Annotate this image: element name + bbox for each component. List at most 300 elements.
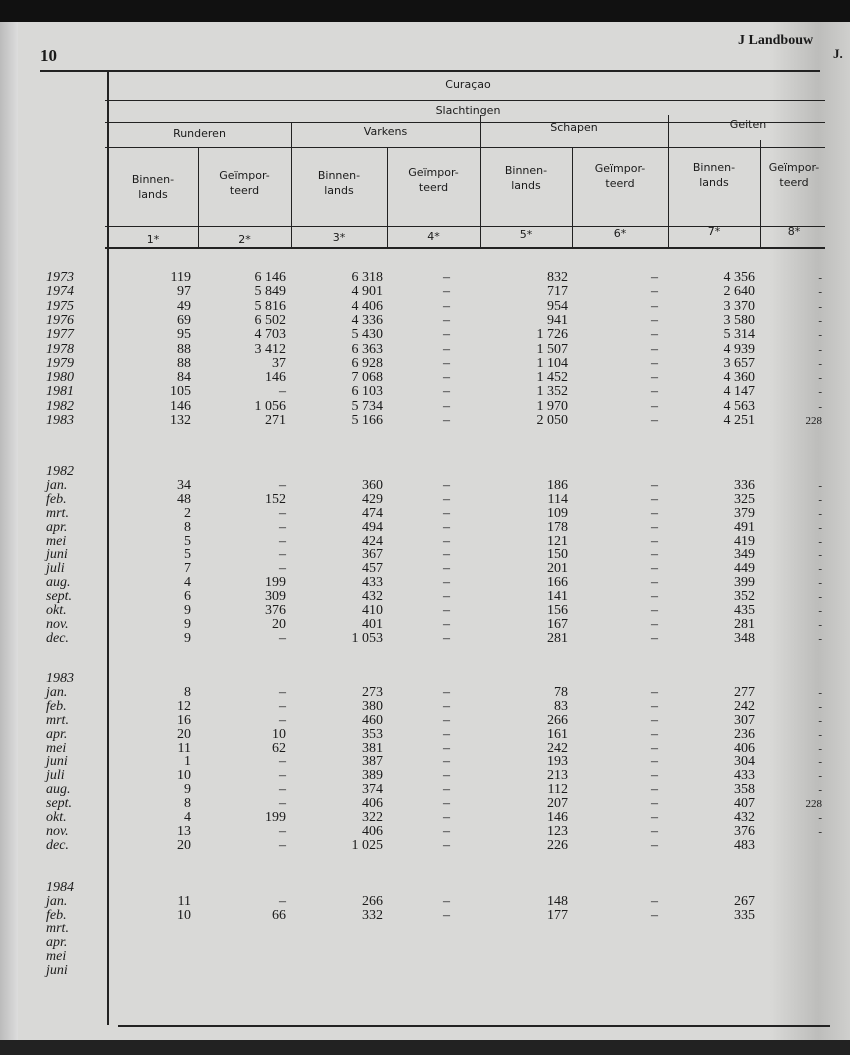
row-label: mei: [46, 741, 67, 756]
table-cell: –: [651, 838, 658, 853]
header-group-runderen: Runderen: [173, 127, 226, 140]
table-cell: –: [651, 575, 658, 590]
table-cell: 358: [734, 782, 755, 797]
header-region: Curaçao: [445, 78, 491, 91]
column-number: 3*: [332, 231, 346, 244]
page-number: 10: [40, 46, 57, 65]
table-cell: –: [651, 561, 658, 576]
table-cell: 406: [734, 741, 755, 756]
table-cell: –: [651, 685, 658, 700]
table-cell: –: [651, 699, 658, 714]
table-cell: –: [651, 631, 658, 646]
table-cell: -: [818, 372, 822, 384]
table-cell: 9: [184, 617, 191, 632]
column-number: 7*: [707, 225, 721, 238]
table-cell: –: [443, 603, 450, 618]
table-cell: 7 068: [351, 370, 383, 385]
table-cell: –: [443, 270, 450, 285]
table-cell: –: [279, 631, 286, 646]
row-label: juli: [46, 561, 65, 576]
table-cell: 483: [734, 838, 755, 853]
table-cell: 177: [547, 908, 568, 923]
table-cell: 424: [362, 534, 383, 549]
table-cell: -: [818, 715, 822, 727]
row-label: 1979: [46, 356, 74, 371]
table-cell: 309: [265, 589, 286, 604]
table-cell: 242: [547, 741, 568, 756]
table-cell: –: [279, 754, 286, 769]
table-cell: –: [443, 754, 450, 769]
table-cell: -: [818, 770, 822, 782]
table-cell: 37: [272, 356, 286, 371]
row-label: jan.: [46, 685, 68, 700]
table-cell: 83: [554, 699, 568, 714]
table-cell: 16: [177, 713, 191, 728]
table-cell: 161: [547, 727, 568, 742]
table-cell: –: [651, 284, 658, 299]
table-cell: 9: [184, 603, 191, 618]
table-cell: 353: [362, 727, 383, 742]
running-head-next-page: J.: [833, 46, 843, 61]
table-cell: 307: [734, 713, 755, 728]
table-cell: 1 056: [254, 399, 286, 414]
table-cell: –: [443, 727, 450, 742]
header-subcolumn: Binnen- lands: [504, 164, 548, 192]
table-cell: -: [818, 286, 822, 298]
row-label: apr.: [46, 727, 68, 742]
table-cell: 95: [177, 327, 191, 342]
table-cell: 201: [547, 561, 568, 576]
table-cell: 322: [362, 810, 383, 825]
table-cell: –: [279, 796, 286, 811]
table-cell: 1 352: [536, 384, 568, 399]
table-cell: –: [279, 824, 286, 839]
table-cell: –: [443, 478, 450, 493]
table-cell: 6 103: [351, 384, 383, 399]
row-label: okt.: [46, 603, 67, 618]
table-cell: –: [651, 617, 658, 632]
stub-column-rule: [107, 70, 109, 1025]
table-cell: -: [818, 272, 822, 284]
rule: [105, 147, 825, 148]
table-cell: 88: [177, 342, 191, 357]
table-cell: 10: [177, 768, 191, 783]
table-cell: –: [443, 699, 450, 714]
table-cell: 228: [805, 798, 822, 810]
column-number: 5*: [519, 228, 533, 241]
table-cell: –: [443, 520, 450, 535]
table-cell: 432: [734, 810, 755, 825]
table-cell: –: [279, 699, 286, 714]
row-label: nov.: [46, 824, 69, 839]
table-cell: -: [818, 508, 822, 520]
table-cell: -: [818, 701, 822, 713]
table-cell: 2 640: [723, 284, 755, 299]
table-cell: -: [818, 687, 822, 699]
table-cell: 266: [362, 894, 383, 909]
table-cell: –: [279, 685, 286, 700]
table-cell: 1 053: [351, 631, 383, 646]
table-cell: 5 166: [351, 413, 383, 428]
table-cell: 410: [362, 603, 383, 618]
table-cell: 399: [734, 575, 755, 590]
row-label: jan.: [46, 478, 68, 493]
table-cell: 34: [177, 478, 191, 493]
table-cell: 407: [734, 796, 755, 811]
table-cell: 148: [547, 894, 568, 909]
header-subcolumn: Geïmpor- teerd: [768, 161, 820, 189]
row-label: sept.: [46, 796, 73, 811]
table-cell: –: [651, 506, 658, 521]
row-label: aug.: [46, 782, 71, 797]
table-cell: 167: [547, 617, 568, 632]
table-cell: 2 050: [536, 413, 568, 428]
table-cell: 406: [362, 824, 383, 839]
table-cell: 491: [734, 520, 755, 535]
row-label: dec.: [46, 631, 69, 646]
table-cell: 304: [734, 754, 755, 769]
header-subcolumn: Binnen- lands: [131, 173, 175, 201]
table-cell: 376: [734, 824, 755, 839]
table-cell: 49: [177, 299, 191, 314]
table-cell: 78: [554, 685, 568, 700]
row-label: aug.: [46, 575, 71, 590]
table-cell: 2: [184, 506, 191, 521]
table-cell: 20: [177, 838, 191, 853]
table-cell: –: [279, 534, 286, 549]
table-cell: –: [443, 631, 450, 646]
table-cell: –: [443, 768, 450, 783]
table-cell: -: [818, 826, 822, 838]
header-subcolumn: Geïmpor- teerd: [219, 169, 270, 197]
table-cell: 213: [547, 768, 568, 783]
table-cell: -: [818, 619, 822, 631]
table-cell: 332: [362, 908, 383, 923]
table-cell: –: [651, 270, 658, 285]
table-cell: 1 452: [536, 370, 568, 385]
table-cell: 132: [170, 413, 191, 428]
table-cell: –: [443, 894, 450, 909]
table-cell: 88: [177, 356, 191, 371]
table-cell: –: [651, 384, 658, 399]
table-cell: –: [651, 534, 658, 549]
table-cell: 4 360: [723, 370, 755, 385]
table-cell: 352: [734, 589, 755, 604]
table-cell: 941: [547, 313, 568, 328]
row-label: juli: [46, 768, 65, 783]
table-cell: -: [818, 633, 822, 645]
table-cell: -: [818, 358, 822, 370]
row-label: mrt.: [46, 506, 69, 521]
row-label: juni: [46, 963, 68, 978]
table-cell: –: [279, 478, 286, 493]
row-label: 1975: [46, 299, 74, 314]
table-cell: 6: [184, 589, 191, 604]
table-cell: -: [818, 605, 822, 617]
table-cell: 112: [547, 782, 568, 797]
table-cell: –: [279, 506, 286, 521]
table-cell: –: [279, 384, 286, 399]
table-cell: –: [443, 342, 450, 357]
table-cell: –: [279, 561, 286, 576]
table-cell: –: [443, 327, 450, 342]
table-cell: –: [443, 413, 450, 428]
table-cell: –: [443, 589, 450, 604]
table-cell: 5: [184, 534, 191, 549]
table-cell: –: [651, 824, 658, 839]
row-label: feb.: [46, 492, 67, 507]
table-cell: 66: [272, 908, 286, 923]
column-number: 1*: [146, 233, 160, 246]
table-cell: –: [651, 520, 658, 535]
table-cell: 401: [362, 617, 383, 632]
table-cell: 97: [177, 284, 191, 299]
table-cell: –: [443, 370, 450, 385]
table-cell: 266: [547, 713, 568, 728]
column-number: 8*: [787, 225, 801, 238]
table-cell: –: [651, 727, 658, 742]
row-label: feb.: [46, 699, 67, 714]
row-label: mei: [46, 949, 67, 964]
table-cell: -: [818, 494, 822, 506]
table-cell: –: [443, 617, 450, 632]
table-cell: –: [443, 299, 450, 314]
table-cell: -: [818, 812, 822, 824]
section-year-label: 1984: [46, 880, 74, 895]
table-cell: 12: [177, 699, 191, 714]
table-cell: 1 507: [536, 342, 568, 357]
table-cell: –: [651, 589, 658, 604]
row-label: 1976: [46, 313, 74, 328]
table-cell: –: [443, 782, 450, 797]
table-cell: 1 025: [351, 838, 383, 853]
table-cell: 381: [362, 741, 383, 756]
table-cell: 267: [734, 894, 755, 909]
table-cell: -: [818, 480, 822, 492]
table-cell: –: [651, 342, 658, 357]
table-cell: 380: [362, 699, 383, 714]
table-cell: 419: [734, 534, 755, 549]
table-cell: –: [651, 796, 658, 811]
row-label: feb.: [46, 908, 67, 923]
table-cell: 6 502: [254, 313, 286, 328]
table-cell: –: [443, 547, 450, 562]
table-cell: -: [818, 577, 822, 589]
table-cell: 4 336: [351, 313, 383, 328]
table-cell: –: [443, 685, 450, 700]
table-cell: -: [818, 329, 822, 341]
table-cell: -: [818, 344, 822, 356]
row-label: mrt.: [46, 713, 69, 728]
table-cell: 281: [547, 631, 568, 646]
table-cell: 954: [547, 299, 568, 314]
header-subcolumn: Geïmpor- teerd: [594, 162, 646, 190]
row-label: 1977: [46, 327, 74, 342]
table-cell: 4 406: [351, 299, 383, 314]
table-cell: –: [279, 547, 286, 562]
table-cell: –: [443, 284, 450, 299]
table-cell: 20: [177, 727, 191, 742]
table-cell: –: [443, 313, 450, 328]
table-cell: 387: [362, 754, 383, 769]
table-cell: 432: [362, 589, 383, 604]
table-cell: 5: [184, 547, 191, 562]
section-year-label: 1982: [46, 464, 74, 479]
table-cell: 5 430: [351, 327, 383, 342]
table-cell: 5 734: [351, 399, 383, 414]
row-label: 1978: [46, 342, 74, 357]
row-label: apr.: [46, 935, 68, 950]
table-cell: –: [651, 894, 658, 909]
table-cell: 4 356: [723, 270, 755, 285]
table-cell: -: [818, 591, 822, 603]
table-cell: 105: [170, 384, 191, 399]
table-cell: 6 146: [254, 270, 286, 285]
table-cell: –: [443, 356, 450, 371]
table-cell: –: [279, 894, 286, 909]
table-cell: 349: [734, 547, 755, 562]
table-cell: 69: [177, 313, 191, 328]
row-label: 1982: [46, 399, 74, 414]
table-cell: 166: [547, 575, 568, 590]
table-cell: 360: [362, 478, 383, 493]
table-cell: -: [818, 536, 822, 548]
table-cell: -: [818, 522, 822, 534]
table-cell: –: [651, 713, 658, 728]
table-cell: –: [443, 838, 450, 853]
table-cell: –: [651, 603, 658, 618]
table-cell: 3 657: [723, 356, 755, 371]
table-cell: -: [818, 549, 822, 561]
table-cell: 199: [265, 575, 286, 590]
scan-binding-edge: [0, 22, 18, 1055]
table-cell: 152: [265, 492, 286, 507]
table-cell: 5 314: [723, 327, 755, 342]
table-cell: –: [651, 908, 658, 923]
table-cell: 9: [184, 631, 191, 646]
table-cell: 3 412: [254, 342, 286, 357]
scan-top-edge: [0, 0, 850, 22]
table-cell: -: [818, 743, 822, 755]
row-label: nov.: [46, 617, 69, 632]
table-cell: –: [443, 561, 450, 576]
table-cell: –: [651, 478, 658, 493]
table-cell: 6 363: [351, 342, 383, 357]
table-cell: -: [818, 401, 822, 413]
table-cell: 141: [547, 589, 568, 604]
table-cell: 1 970: [536, 399, 568, 414]
row-label: 1973: [46, 270, 74, 285]
row-label: 1981: [46, 384, 74, 399]
table-cell: 193: [547, 754, 568, 769]
table-cell: 242: [734, 699, 755, 714]
table-cell: –: [443, 796, 450, 811]
table-cell: 236: [734, 727, 755, 742]
table-cell: 8: [184, 796, 191, 811]
table-cell: –: [651, 547, 658, 562]
table-cell: 4 563: [723, 399, 755, 414]
row-label: juni: [46, 547, 68, 562]
table-cell: 429: [362, 492, 383, 507]
row-label: jan.: [46, 894, 68, 909]
table-cell: –: [443, 384, 450, 399]
column-number: 2*: [238, 233, 251, 246]
table-cell: 273: [362, 685, 383, 700]
table-cell: 4: [184, 810, 191, 825]
table-cell: 199: [265, 810, 286, 825]
table-cell: –: [651, 741, 658, 756]
row-label: dec.: [46, 838, 69, 853]
table-cell: –: [279, 782, 286, 797]
table-cell: –: [443, 575, 450, 590]
table-cell: –: [651, 356, 658, 371]
table-cell: 9: [184, 782, 191, 797]
table-cell: -: [818, 729, 822, 741]
section-year-label: 1983: [46, 671, 74, 686]
table-cell: 121: [547, 534, 568, 549]
header-subcolumn: Binnen- lands: [692, 161, 736, 189]
table-cell: –: [651, 413, 658, 428]
header-group-geiten: Geiten: [729, 118, 767, 131]
table-cell: –: [279, 520, 286, 535]
table-cell: 433: [734, 768, 755, 783]
table-cell: 474: [362, 506, 383, 521]
table-cell: 13: [177, 824, 191, 839]
table-cell: 832: [547, 270, 568, 285]
header-topic: Slachtingen: [435, 104, 501, 117]
table-cell: 207: [547, 796, 568, 811]
table-cell: 367: [362, 547, 383, 562]
table-cell: –: [443, 506, 450, 521]
table-cell: -: [818, 315, 822, 327]
table-cell: 20: [272, 617, 286, 632]
row-label: 1983: [46, 413, 74, 428]
table-cell: –: [651, 768, 658, 783]
header-subcolumn: Geïmpor- teerd: [408, 166, 459, 194]
table-cell: 8: [184, 520, 191, 535]
table-cell: 389: [362, 768, 383, 783]
table-cell: 435: [734, 603, 755, 618]
table-cell: 4 901: [351, 284, 383, 299]
table-cell: 150: [547, 547, 568, 562]
table-cell: –: [443, 810, 450, 825]
table-cell: 146: [170, 399, 191, 414]
row-label: sept.: [46, 589, 73, 604]
table-cell: 48: [177, 492, 191, 507]
table-cell: 433: [362, 575, 383, 590]
table-cell: 11: [177, 894, 191, 909]
row-label: mrt.: [46, 921, 69, 936]
table-cell: –: [443, 741, 450, 756]
table-cell: 5 849: [254, 284, 286, 299]
table-cell: –: [443, 908, 450, 923]
table-cell: 348: [734, 631, 755, 646]
table-cell: –: [279, 838, 286, 853]
table-cell: 156: [547, 603, 568, 618]
table-cell: -: [818, 756, 822, 768]
row-label: 1974: [46, 284, 74, 299]
table-cell: 84: [177, 370, 191, 385]
table-cell: 146: [547, 810, 568, 825]
table-cell: 457: [362, 561, 383, 576]
table-cell: –: [651, 492, 658, 507]
table-cell: –: [651, 754, 658, 769]
rule: [105, 247, 825, 249]
table-cell: 6 928: [351, 356, 383, 371]
table-cell: 4: [184, 575, 191, 590]
table-cell: 271: [265, 413, 286, 428]
table-cell: 4 703: [254, 327, 286, 342]
